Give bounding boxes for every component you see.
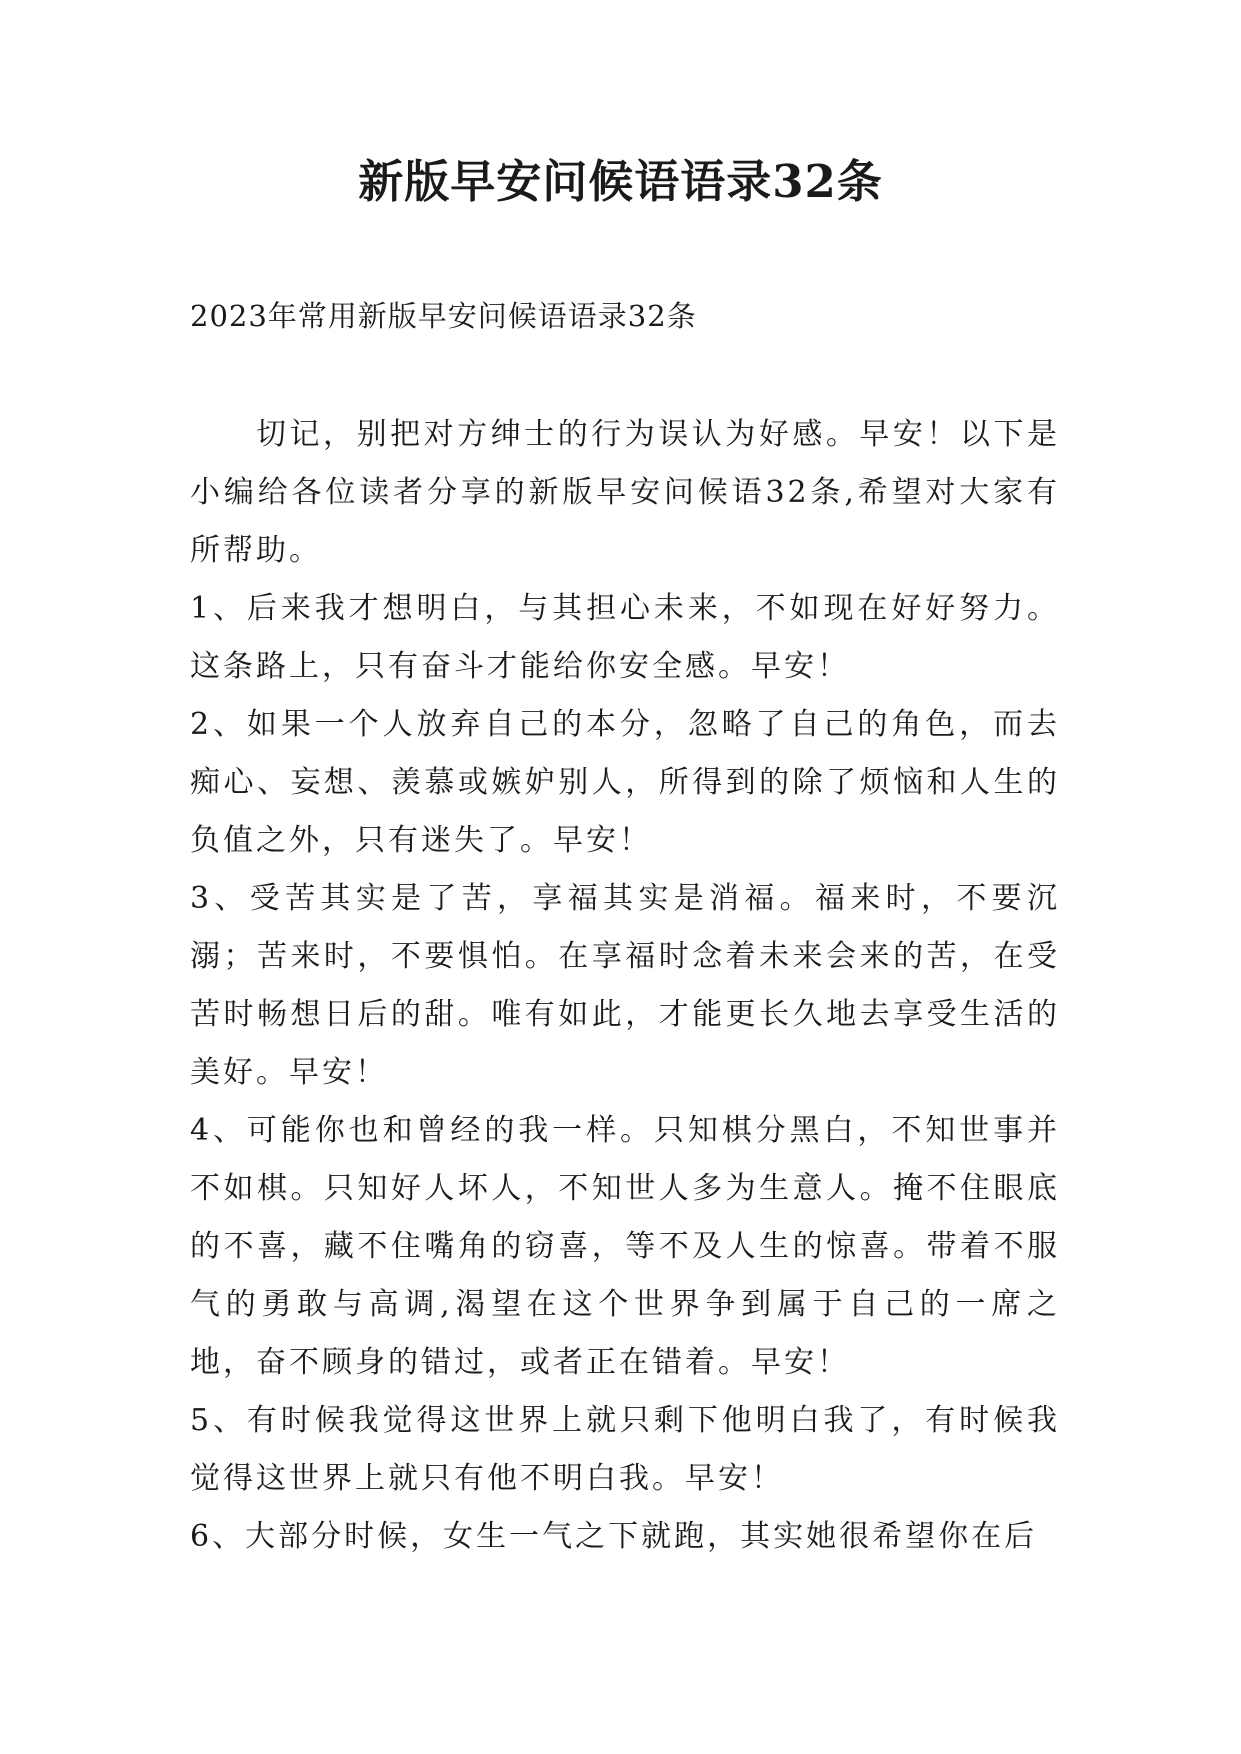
list-item: 6、大部分时候，女生一气之下就跑，其实她很希望你在后 bbox=[190, 1519, 1038, 1554]
document-title: 新版早安问候语语录32条 bbox=[358, 155, 883, 208]
list-item: 2、如果一个人放弃自己的本分，忽略了自己的角色，而去痴心、妄想、羡慕或嫉妒别人，所得到的除了烦恼和人生的负值之外，只有迷失了。早安！ bbox=[190, 707, 1060, 858]
document-subtitle: 2023年常用新版早安问候语语录32条 bbox=[190, 299, 697, 333]
list-item: 3、受苦其实是了苦，享福其实是消福。福来时，不要沉溺；苦来时，不要惧怕。在享福时念着未来会来的苦，在受苦时畅想日后的甜。唯有如此，才能更长久地去享受生活的美好。早安！ bbox=[190, 881, 1060, 1090]
list-item: 1、后来我才想明白，与其担心未来，不如现在好好努力。这条路上，只有奋斗才能给你安全感。早安！ bbox=[190, 591, 1060, 684]
intro-paragraph: 切记，别把对方绅士的行为误认为好感。早安！以下是小编给各位读者分享的新版早安问候语32条,希望对大家有所帮助。 bbox=[190, 417, 1060, 568]
list-item: 5、有时候我觉得这世界上就只剩下他明白我了，有时候我觉得这世界上就只有他不明白我。早安！ bbox=[190, 1403, 1060, 1496]
list-item: 4、可能你也和曾经的我一样。只知棋分黑白，不知世事并不如棋。只知好人坏人，不知世人多为生意人。掩不住眼底的不喜，藏不住嘴角的窃喜，等不及人生的惊喜。带着不服气的勇敢与高调,渴望在这个世界争到属于自己的一席之地，奋不顾身的错过，或者正在错着。早安！ bbox=[190, 1113, 1060, 1380]
document-body bbox=[190, 406, 1060, 1566]
